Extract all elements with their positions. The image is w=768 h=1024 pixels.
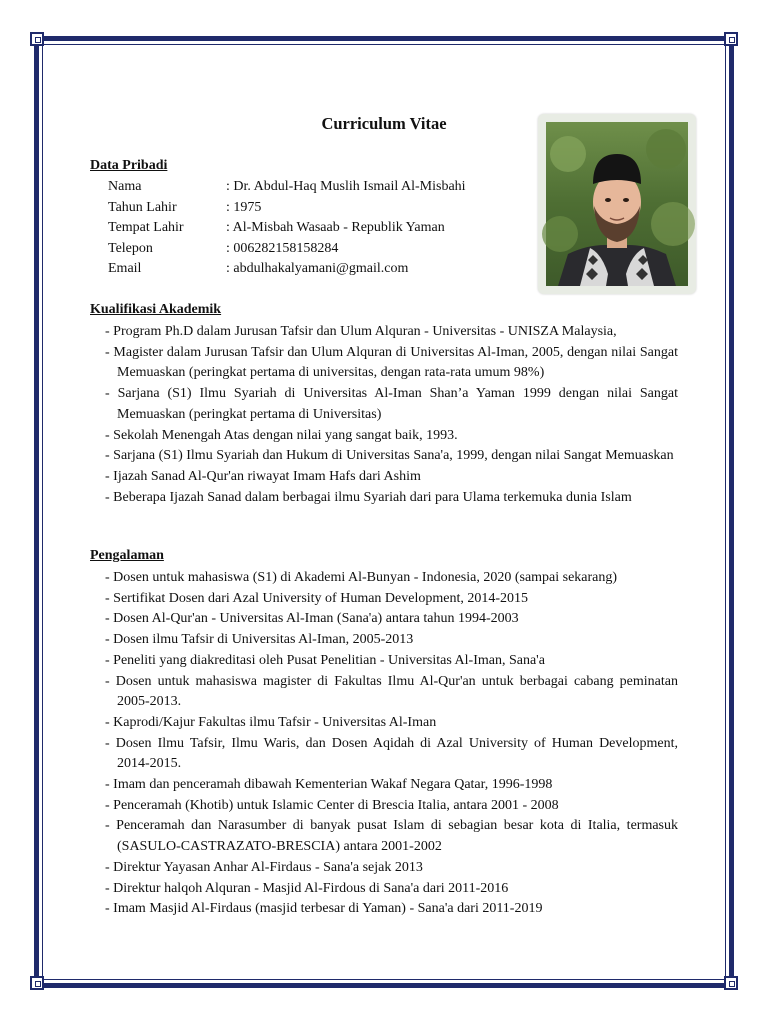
list-item: - Direktur Yayasan Anhar Al-Firdaus - Sana'a sejak 2013	[105, 859, 423, 875]
corner-ornament-top-left	[30, 32, 44, 46]
list-item: - Kaprodi/Kajur Fakultas ilmu Tafsir - Universitas Al-Iman	[105, 714, 437, 730]
section-heading-data-pribadi: Data Pribadi	[90, 158, 168, 173]
list-item: - Penceramah dan Narasumber di banyak pusat Islam di sebagian besar kota di Italia, termasuk (SASULO-CASTRAZATO-BRESCIA) antara 2001-2002	[105, 818, 678, 855]
corner-ornament-bottom-left	[30, 976, 44, 990]
corner-ornament-top-right	[724, 32, 738, 46]
list-item: - Dosen Al-Qur'an - Universitas Al-Iman (Sana'a) antara tahun 1994-2003	[105, 611, 519, 627]
list-item: - Peneliti yang diakreditasi oleh Pusat Penelitian - Universitas Al-Iman, Sana'a	[105, 652, 545, 668]
list-item: - Dosen Ilmu Tafsir, Ilmu Waris, dan Dosen Aqidah di Azal University of Human Development, 2014-2015.	[105, 735, 678, 772]
personal-info-value: : Dr. Abdul-Haq Muslih Ismail Al-Misbahi	[226, 179, 466, 194]
experience-list	[105, 568, 678, 920]
personal-info-label: Tahun Lahir	[108, 200, 177, 215]
list-item: - Imam dan penceramah dibawah Kementerian Wakaf Negara Qatar, 1996-1998	[105, 777, 553, 793]
list-item: - Penceramah (Khotib) untuk Islamic Center di Brescia Italia, antara 2001 - 2008	[105, 797, 559, 813]
list-item: - Direktur halqoh Alquran - Masjid Al-Firdous di Sana'a dari 2011-2016	[105, 880, 509, 896]
section-heading-kualifikasi-akademik: Kualifikasi Akademik	[90, 302, 222, 317]
list-item: - Imam Masjid Al-Firdaus (masjid terbesar di Yaman) - Sana'a dari 2011-2019	[105, 901, 543, 917]
personal-info-value: : Al-Misbah Wasaab - Republik Yaman	[226, 220, 445, 235]
list-item: - Sertifikat Dosen dari Azal University of Human Development, 2014-2015	[105, 590, 529, 606]
qualifications-list	[105, 322, 678, 508]
personal-info-label: Nama	[108, 179, 142, 194]
list-item: - Sarjana (S1) Ilmu Syariah dan Hukum di Universitas Sana'a, 1999, dengan nilai Sangat Memuaskan	[105, 448, 674, 464]
personal-info-label: Tempat Lahir	[108, 220, 184, 235]
list-item: - Sekolah Menengah Atas dengan nilai yang sangat baik, 1993.	[105, 427, 458, 443]
personal-info-label: Email	[108, 261, 142, 276]
profile-photo	[538, 114, 696, 294]
email-value: : abdulhakalyamani@gmail.com	[226, 261, 409, 276]
corner-ornament-bottom-right	[724, 976, 738, 990]
list-item: - Dosen untuk mahasiswa (S1) di Akademi Al-Bunyan - Indonesia, 2020 (sampai sekarang)	[105, 570, 618, 585]
list-item: - Ijazah Sanad Al-Qur'an riwayat Imam Hafs dari Ashim	[105, 468, 421, 484]
document-title: Curriculum Vitae	[321, 114, 447, 133]
list-item: - Beberapa Ijazah Sanad dalam berbagai ilmu Syariah dari para Ulama terkemuka dunia Islam	[105, 489, 632, 505]
section-heading-pengalaman: Pengalaman	[90, 548, 164, 563]
personal-info-value: : 006282158158284	[226, 241, 339, 256]
list-item: - Magister dalam Jurusan Tafsir dan Ulum Alquran di Universitas Al-Iman, 2005, dengan nilai Sangat Memuaskan (peringkat pertama di universitas, dengan rata-rata umum 98%)	[105, 344, 678, 381]
list-item: - Sarjana (S1) Ilmu Syariah di Universitas Al-Iman Shan’a Yaman 1999 dengan nilai Sangat Memuaskan (peringkat pertama di Universitas)	[105, 386, 678, 422]
list-item: - Dosen ilmu Tafsir di Universitas Al-Iman, 2005-2013	[105, 632, 414, 648]
list-item: - Dosen untuk mahasiswa magister di Fakultas Ilmu Al-Qur'an untuk berbagai cabang peminatan 2005-2013.	[105, 673, 678, 710]
personal-info-value: : 1975	[226, 200, 262, 215]
list-item: - Program Ph.D dalam Jurusan Tafsir dan Ulum Alquran - Universitas - UNISZA Malaysia,	[105, 324, 617, 339]
personal-info-label: Telepon	[108, 241, 153, 256]
